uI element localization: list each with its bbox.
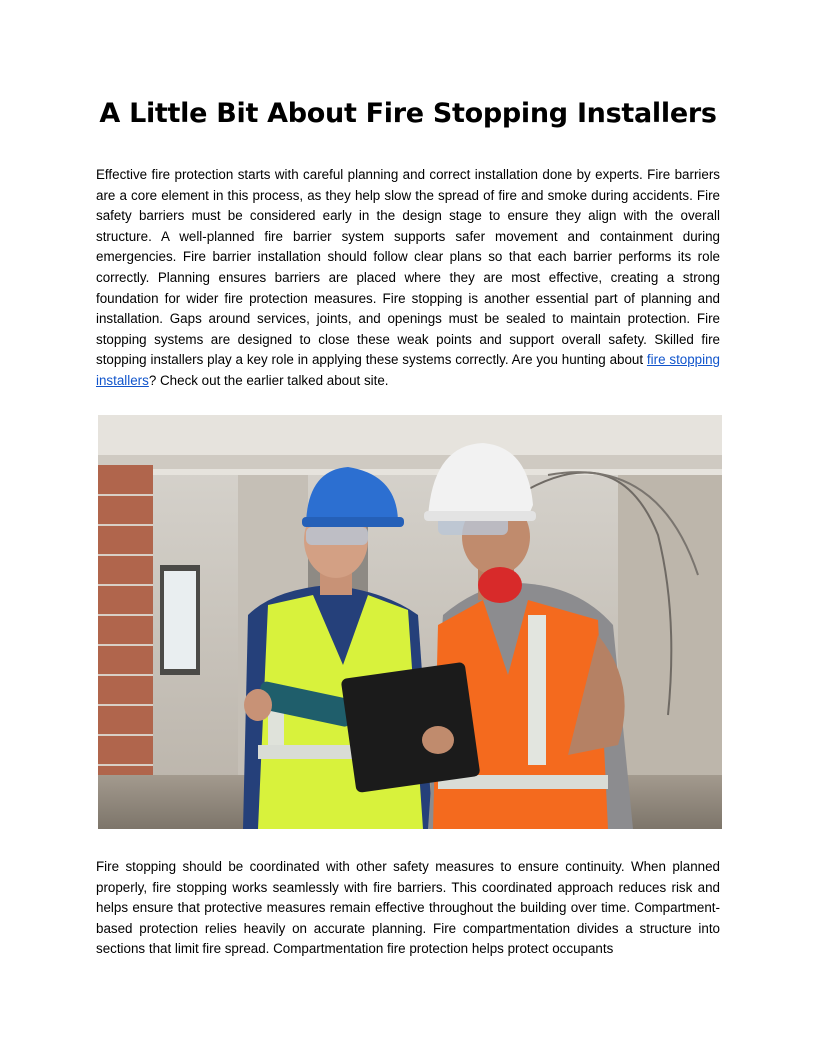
- intro-paragraph: [96, 165, 720, 392]
- page-title: A Little Bit About Fire Stopping Installers: [99, 98, 717, 129]
- intro-text-end: ? Check out the earlier talked about site.: [148, 372, 389, 388]
- fire-stopping-installers-link[interactable]: fire stopping installers: [96, 352, 720, 388]
- intro-text: Effective fire protection starts with careful planning and correct installation done by experts. Fire barriers are a core element in this process, as they help slow the spread of fire and smoke during accidents. Fire safety barriers must be considered early in the design stage to ensure they align with the overall structure. A well-planned fire barrier system supports safer movement and containment during emergencies. Fire barrier installation should follow clear plans so that each barrier performs its role correctly. Planning ensures barriers are placed where they are most effective, creating a strong foundation for wider fire protection measures. Fire stopping is another essential part of planning and installation. Gaps around services, joints, and openings must be sealed to maintain protection. Fire stopping systems are designed to close these weak points and support overall safety. Skilled fire stopping installers play a key role in applying these systems correctly. Are you hunting about: [96, 167, 720, 368]
- workers-photo: [98, 415, 722, 829]
- compartmentation-paragraph: Fire stopping should be coordinated with other safety measures to ensure continuity. When planned properly, fire stopping works seamlessly with fire barriers. This coordinated approach reduces risk and helps ensure that protective measures remain effective throughout the building over time. Compartment-based protection relies heavily on accurate planning. Fire compartmentation divides a structure into sections that limit fire spread. Compartmentation fire protection helps protect occupants: [96, 859, 720, 957]
